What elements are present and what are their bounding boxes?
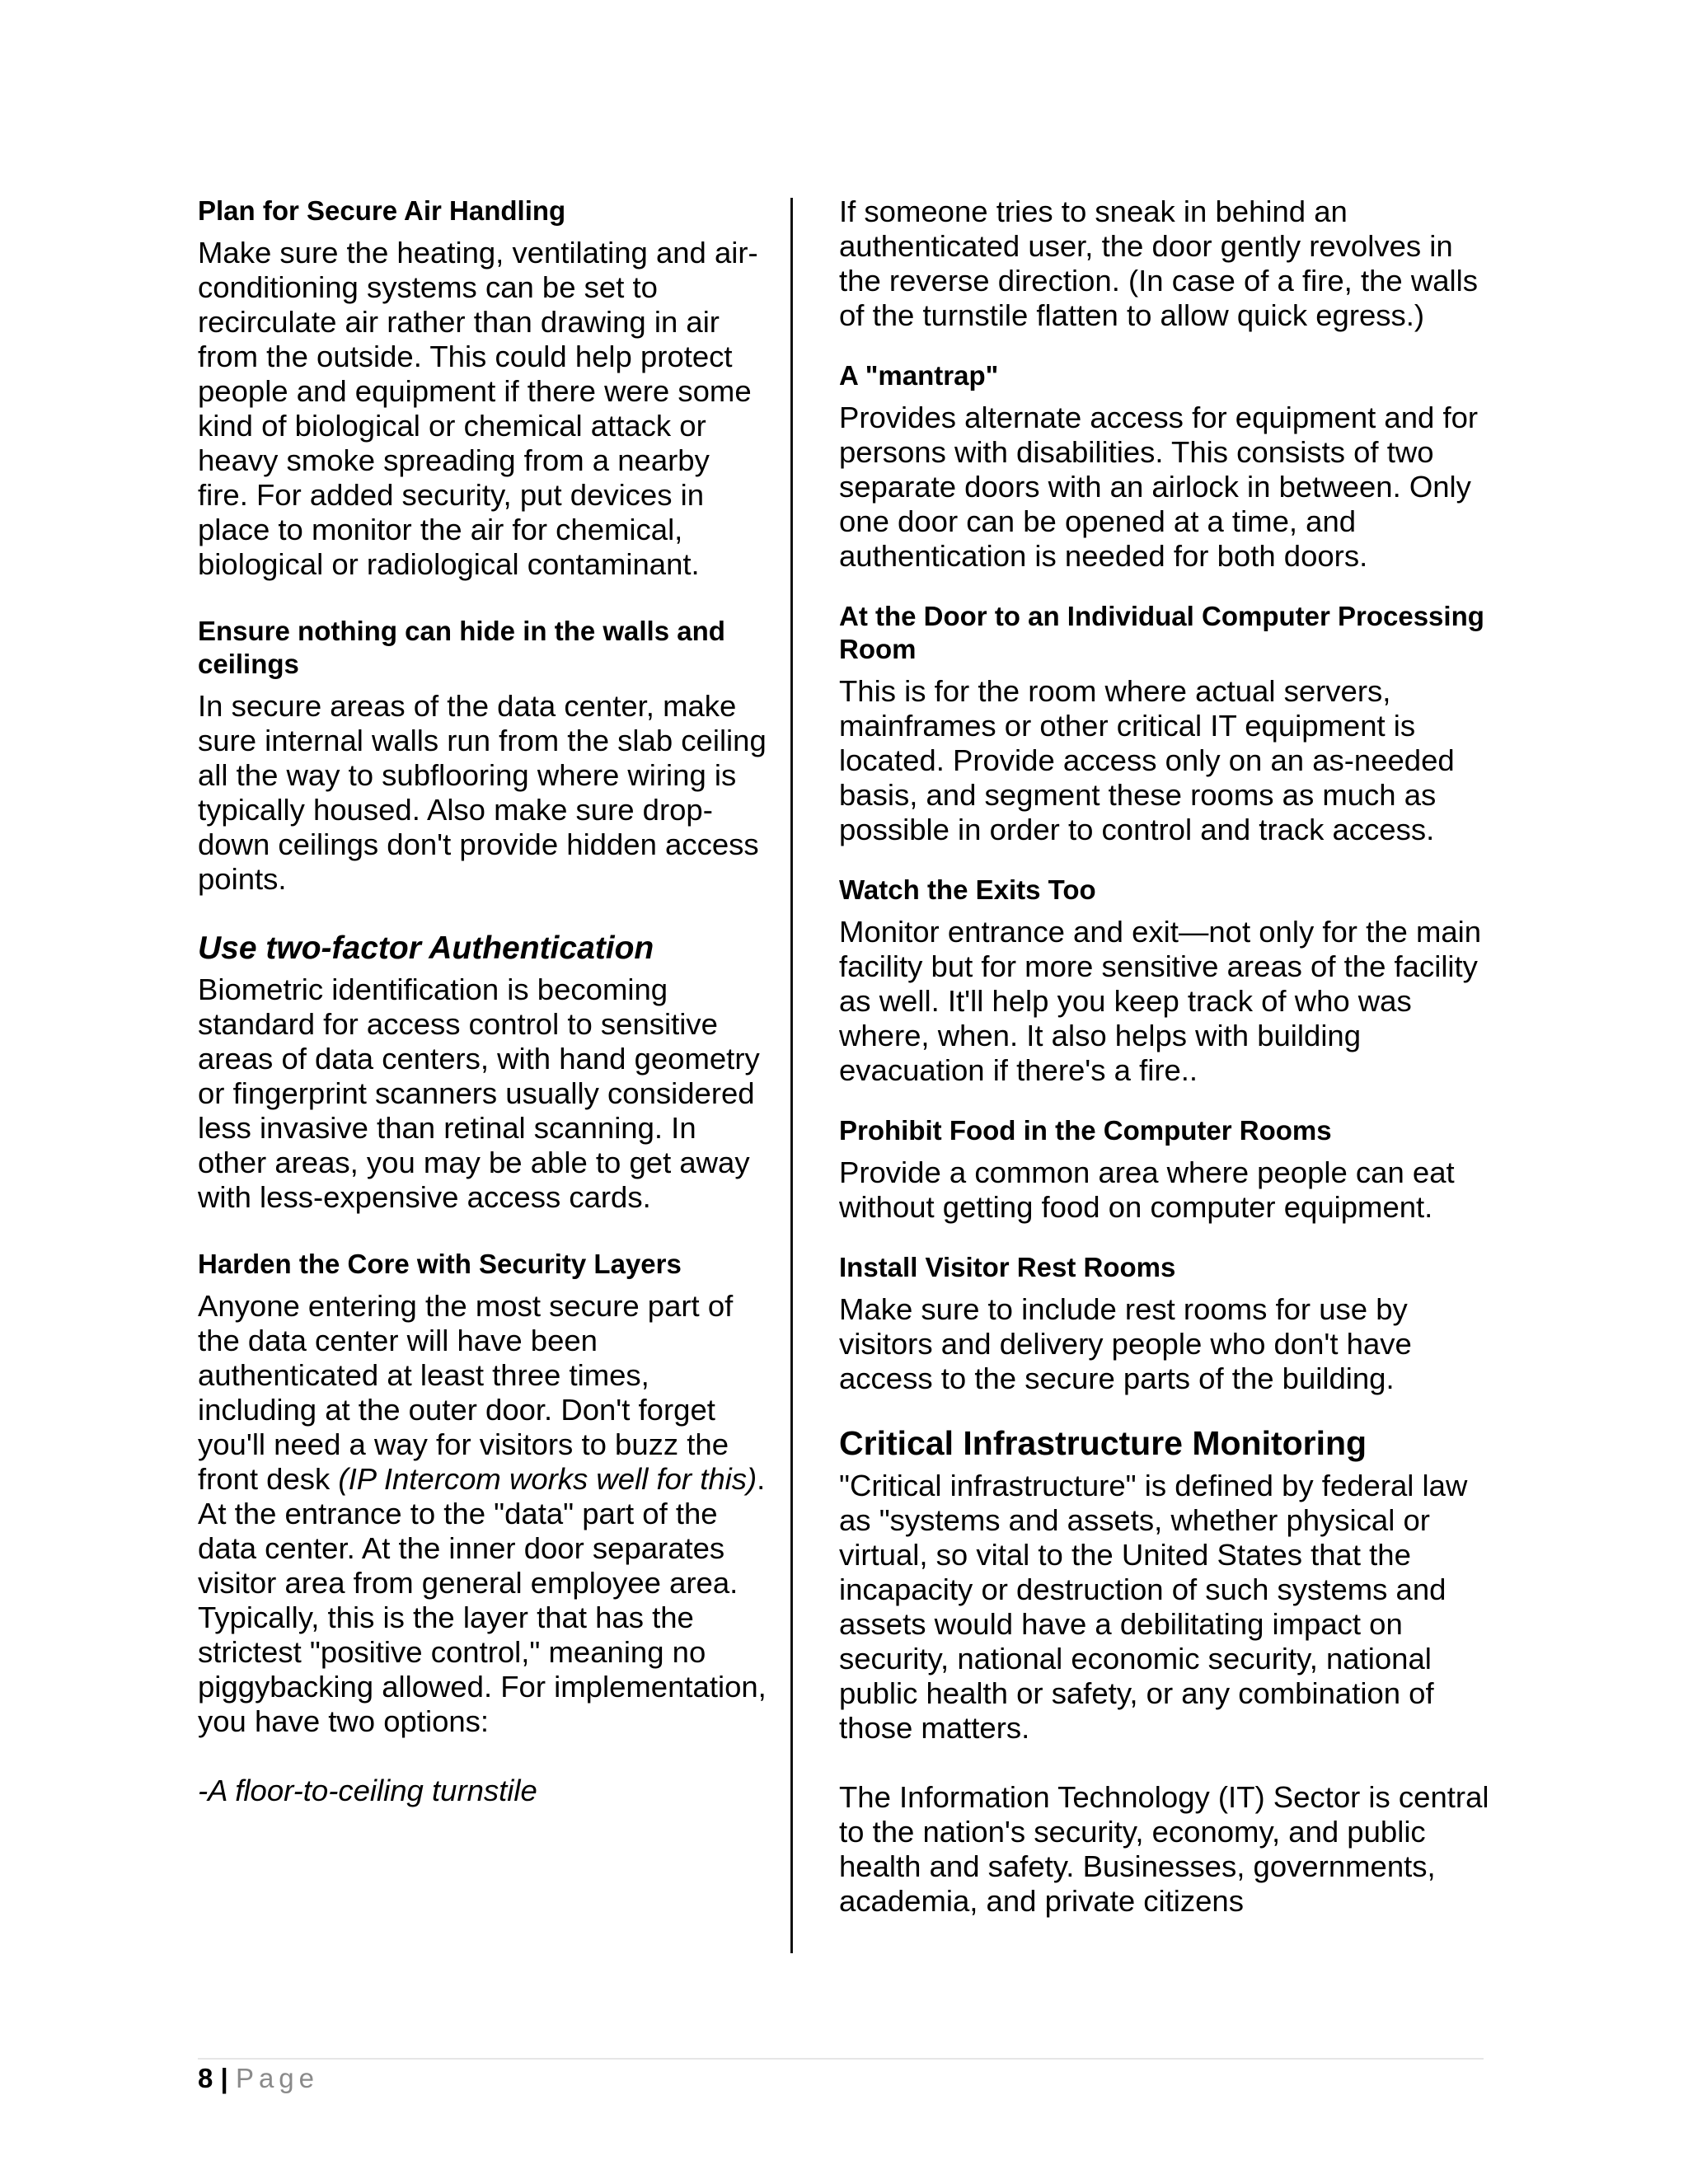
paragraph-security-layers-part-b: . At the entrance to the "data" part of the data center. At the inner door separates visitor area from general employee area. Typically, this is the layer that has the strictest "positive control," meaning no piggybacking allowed. For implementation, you have two options: <box>198 1462 767 1738</box>
page-number: 8 <box>198 2063 213 2093</box>
page-label: Page <box>235 2063 320 2093</box>
paragraph-food: Provide a common area where people can eat without getting food on computer equipment. <box>839 1155 1455 1224</box>
option-turnstile: -A floor-to-ceiling turnstile <box>198 1774 537 1807</box>
section-heading-two-factor: Use two-factor Authentication <box>198 930 654 966</box>
column-divider <box>790 198 793 1953</box>
left-column <box>198 194 767 1808</box>
section-heading-security-layers: Harden the Core with Security Layers <box>198 1249 682 1279</box>
section-heading-mantrap: A "mantrap" <box>839 360 999 391</box>
paragraph-turnstile-continued: If someone tries to sneak in behind an authenticated user, the door gently revolves in the reverse direction. (In case of a fire, the walls of the turnstile flatten to allow quick egress.) <box>839 194 1478 332</box>
paragraph-security-layers-italic: (IP Intercom works well for this) <box>338 1462 757 1496</box>
section-heading-exits: Watch the Exits Too <box>839 874 1096 905</box>
section-heading-air-handling: Plan for Secure Air Handling <box>198 195 566 226</box>
section-heading-rest-rooms: Install Visitor Rest Rooms <box>839 1252 1176 1282</box>
paragraph-walls-ceilings: In secure areas of the data center, make sure internal walls run from the slab ceiling all the way to subflooring where wiring is typically housed. Also make sure drop-down ceilings don't provide hidden access points. <box>198 689 767 896</box>
paragraph-exits: Monitor entrance and exit—not only for the main facility but for more sensitive areas of the facility as well. It'll help you keep track of who was where, when. It also helps with building evacuation if there's a fire.. <box>839 915 1482 1087</box>
paragraph-security-layers <box>198 1289 767 1739</box>
paragraph-two-factor: Biometric identification is becoming standard for access control to sensitive areas of data centers, with hand geometry or fingerprint scanners usually considered less invasive than retinal scanning. In other areas, you may be able to get away with less-expensive access cards. <box>198 972 760 1214</box>
section-heading-food: Prohibit Food in the Computer Rooms <box>839 1115 1332 1146</box>
right-column <box>839 194 1498 1919</box>
section-heading-processing-room: At the Door to an Individual Computer Processing Room <box>839 601 1484 664</box>
paragraph-processing-room: This is for the room where actual servers, mainframes or other critical IT equipment is located. Provide access only on an as-needed basis, and segment these rooms as much as possible in order to control and track access. <box>839 674 1455 846</box>
section-heading-critical-infrastructure: Critical Infrastructure Monitoring <box>839 1424 1367 1462</box>
paragraph-critical-infrastructure-definition: "Critical infrastructure" is defined by federal law as "systems and assets, whether physical or virtual, so vital to the United States that the incapacity or destruction of such systems and assets would have a debilitating impact on security, national economic security, national public health or safety, or any combination of those matters. <box>839 1469 1468 1745</box>
paragraph-air-handling: Make sure the heating, ventilating and air-conditioning systems can be set to recirculate air rather than drawing in air from the outside. This could help protect people and equipment if there were some kind of biological or chemical attack or heavy smoke spreading from a nearby fire. For added security, put devices in place to monitor the air for chemical, biological or radiological contaminant. <box>198 236 758 581</box>
footer-rule <box>198 2058 1484 2060</box>
paragraph-rest-rooms: Make sure to include rest rooms for use by visitors and delivery people who don't have access to the secure parts of the building. <box>839 1292 1412 1395</box>
paragraph-it-sector: The Information Technology (IT) Sector is central to the nation's security, economy, and public health and safety. Businesses, governments, academia, and private citizens <box>839 1780 1489 1918</box>
section-heading-walls-ceilings: Ensure nothing can hide in the walls and ceilings <box>198 616 725 679</box>
page-footer <box>198 2062 319 2095</box>
page-separator: | <box>213 2063 236 2093</box>
paragraph-security-layers-part-a: Anyone entering the most secure part of the data center will have been authenticated at least three times, including at the outer door. Don't forget you'll need a way for visitors to buzz the front desk <box>198 1289 734 1496</box>
paragraph-mantrap: Provides alternate access for equipment and for persons with disabilities. This consists of two separate doors with an airlock in between. Only one door can be opened at a time, and authentication is needed for both doors. <box>839 401 1479 573</box>
